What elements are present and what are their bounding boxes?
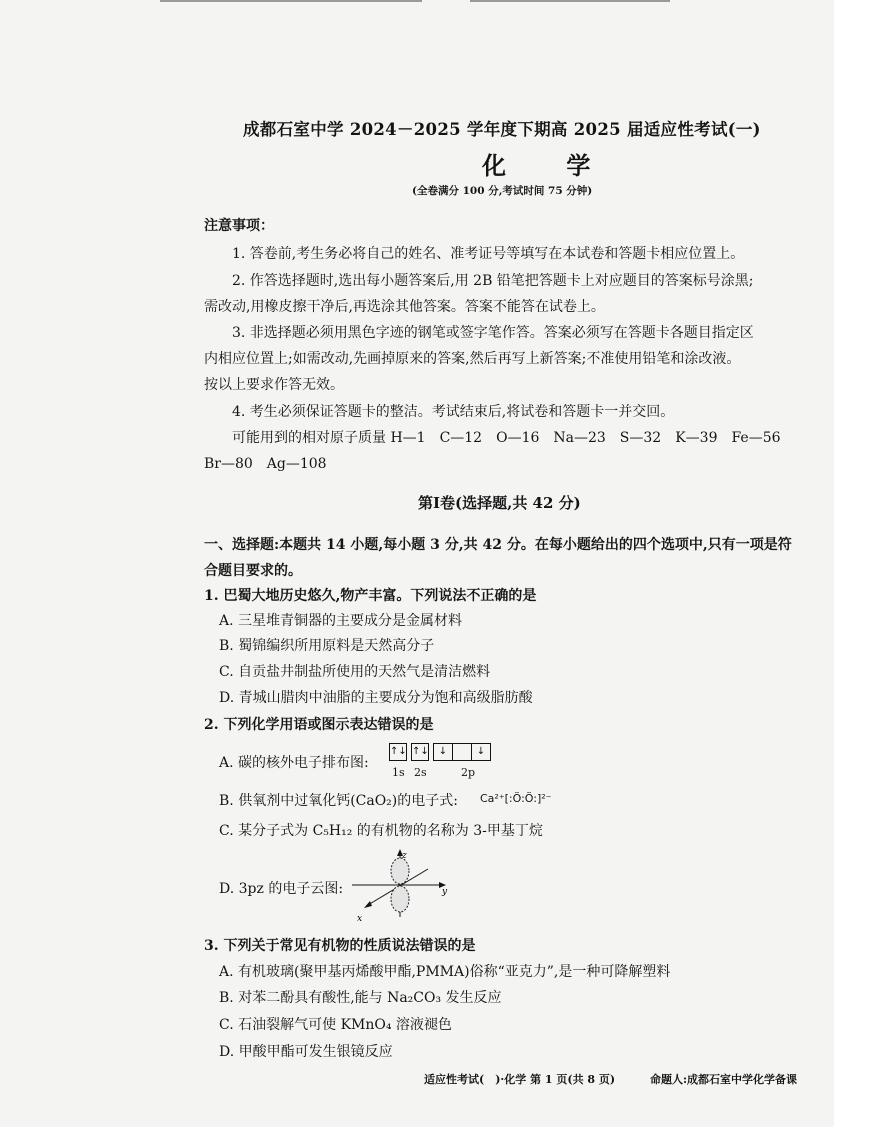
page-footer: 适应性考试( )·化学 第 1 页(共 8 页) xyxy=(424,1073,616,1086)
option-a: A. 三星堆青铜器的主要成分是金属材料 xyxy=(219,613,463,629)
option-c: C. 某分子式为 C₅H₁₂ 的有机物的名称为 3-甲基丁烷 xyxy=(219,823,543,839)
scan-edge-line xyxy=(470,0,670,2)
section-title: 第Ⅰ卷(选择题,共 42 分) xyxy=(418,494,581,512)
orbital-label-2p: 2p xyxy=(461,766,476,779)
orbital-2s xyxy=(411,743,429,761)
axis-label-z: z xyxy=(402,851,407,861)
option-a: A. 有机玻璃(聚甲基丙烯酸甲酯,PMMA)俗称“亚克力”,是一种可降解塑料 xyxy=(219,964,671,980)
note-item: 3. 非选择题必须用黑色字迹的钢笔或签字笔作答。答案必须写在答题卡各题目指定区 xyxy=(232,325,754,341)
p-orbital-diagram xyxy=(350,847,450,925)
option-b: B. 蜀锦编织所用原料是天然高分子 xyxy=(219,638,435,654)
axis-label-y: y xyxy=(442,887,448,897)
section-instructions: 合题目要求的。 xyxy=(204,563,302,579)
footer-author: 命题人:成都石室中学化学备课 xyxy=(650,1073,798,1086)
question-stem: 2. 下列化学用语或图示表达错误的是 xyxy=(204,717,434,733)
option-d: D. 3pz 的电子云图: xyxy=(219,881,344,897)
note-item: 需改动,用橡皮擦干净后,再选涂其他答案。答案不能答在试卷上。 xyxy=(204,299,605,315)
note-item: 4. 考生必须保证答题卡的整洁。考试结束后,将试卷和答题卡一并交回。 xyxy=(232,404,675,420)
section-instructions: 一、选择题:本题共 14 小题,每小题 3 分,共 42 分。在每小题给出的四个选项中,只有一项是符 xyxy=(204,537,792,553)
orbital-box: ↑↓ xyxy=(412,746,429,757)
question-stem: 3. 下列关于常见有机物的性质说法错误的是 xyxy=(204,938,476,954)
orbital-label-2s: 2s xyxy=(414,766,427,779)
atomic-masses: Br—80 Ag—108 xyxy=(204,456,327,472)
note-item: 1. 答卷前,考生务必将自己的姓名、准考证号等填写在本试卷和答题卡相应位置上。 xyxy=(232,246,745,262)
note-item: 内相应位置上;如需改动,先画掉原来的答案,然后再写上新答案;不准使用铅笔和涂改液。 xyxy=(204,351,741,367)
orbital-label-1s: 1s xyxy=(392,766,405,779)
scan-edge-line xyxy=(160,0,422,2)
orbital-lobe xyxy=(391,886,409,912)
axis-label-x: x xyxy=(357,914,363,924)
note-item: 2. 作答选择题时,选出每小题答案后,用 2B 铅笔把答题卡上对应题目的答案标号涂黑; xyxy=(232,273,754,289)
page-right-margin xyxy=(834,0,870,1127)
question-stem: 1. 巴蜀大地历史悠久,物产丰富。下列说法不正确的是 xyxy=(204,588,537,604)
option-b: B. 对苯二酚具有酸性,能与 Na₂CO₃ 发生反应 xyxy=(219,990,502,1006)
orbital-2p xyxy=(433,743,491,761)
orbital-box xyxy=(453,744,472,760)
option-a: A. 碳的核外电子排布图: xyxy=(219,755,369,771)
orbital-box: ↓ xyxy=(476,746,486,757)
exam-meta: (全卷满分 100 分,考试时间 75 分钟) xyxy=(412,185,593,197)
option-b: B. 供氧剂中过氧化钙(CaO₂)的电子式: xyxy=(219,793,458,809)
arrow-icon xyxy=(364,901,372,908)
option-c: C. 石油裂解气可使 KMnO₄ 溶液褪色 xyxy=(219,1017,452,1033)
orbital-box: ↑↓ xyxy=(390,746,407,757)
option-d: D. 青城山腊肉中油脂的主要成分为饱和高级脂肪酸 xyxy=(219,690,533,706)
subject-title: 化 学 xyxy=(482,151,617,180)
option-d: D. 甲酸甲酯可发生银镜反应 xyxy=(219,1044,393,1060)
orbital-1s xyxy=(389,743,407,761)
atomic-masses: 可能用到的相对原子质量 H—1 C—12 O—16 Na—23 S—32 K—39 Fe—56 xyxy=(232,430,781,446)
orbital-diagram xyxy=(389,743,491,761)
option-c: C. 自贡盐井制盐所使用的天然气是清洁燃料 xyxy=(219,664,491,680)
exam-title: 成都石室中学 2024－2025 学年度下期高 2025 届适应性考试(一) xyxy=(243,120,761,139)
notes-heading: 注意事项： xyxy=(204,218,274,234)
orbital-lobe xyxy=(391,858,409,884)
note-item: 按以上要求作答无效。 xyxy=(204,377,344,393)
lewis-structure: Ca²⁺[:Ö:Ö:]²⁻ xyxy=(480,792,552,805)
orbital-box: ↓ xyxy=(434,744,453,760)
